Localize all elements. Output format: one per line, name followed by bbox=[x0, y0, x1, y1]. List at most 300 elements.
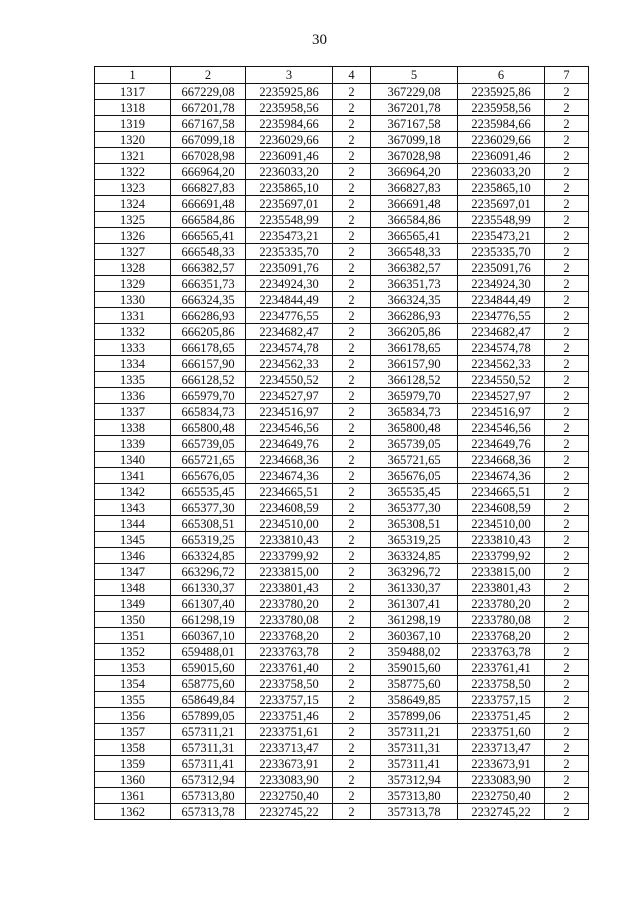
table-cell: 2 bbox=[333, 452, 371, 468]
table-cell: 2 bbox=[545, 164, 589, 180]
table-cell: 666128,52 bbox=[171, 372, 246, 388]
table-cell: 2 bbox=[545, 484, 589, 500]
table-cell: 2233751,45 bbox=[458, 708, 545, 724]
table-cell: 2 bbox=[545, 148, 589, 164]
table-cell: 2 bbox=[545, 740, 589, 756]
table-row bbox=[95, 260, 589, 276]
table-cell: 666324,35 bbox=[171, 292, 246, 308]
table-cell: 667201,78 bbox=[171, 100, 246, 116]
table-cell: 1342 bbox=[95, 484, 171, 500]
table-cell: 2234608,59 bbox=[246, 500, 333, 516]
table-cell: 2 bbox=[545, 532, 589, 548]
table-cell: 2233763,78 bbox=[246, 644, 333, 660]
table-cell: 1353 bbox=[95, 660, 171, 676]
column-header: 3 bbox=[246, 67, 333, 84]
table-cell: 1360 bbox=[95, 772, 171, 788]
table-cell: 2 bbox=[333, 228, 371, 244]
table-cell: 357311,41 bbox=[371, 756, 458, 772]
table-cell: 2 bbox=[333, 804, 371, 820]
table-cell: 2233751,61 bbox=[246, 724, 333, 740]
table-cell: 1346 bbox=[95, 548, 171, 564]
table-row bbox=[95, 164, 589, 180]
table-cell: 1322 bbox=[95, 164, 171, 180]
table-cell: 2 bbox=[545, 372, 589, 388]
table-cell: 1356 bbox=[95, 708, 171, 724]
table-cell: 2 bbox=[545, 340, 589, 356]
table-cell: 2 bbox=[333, 212, 371, 228]
table-cell: 2 bbox=[333, 676, 371, 692]
table-cell: 365535,45 bbox=[371, 484, 458, 500]
table-cell: 1359 bbox=[95, 756, 171, 772]
table-cell: 1320 bbox=[95, 132, 171, 148]
table-cell: 2235925,86 bbox=[246, 84, 333, 100]
table-cell: 667167,58 bbox=[171, 116, 246, 132]
table-cell: 1325 bbox=[95, 212, 171, 228]
table-cell: 2 bbox=[333, 596, 371, 612]
table-cell: 658649,84 bbox=[171, 692, 246, 708]
table-row bbox=[95, 532, 589, 548]
table-cell: 2233758,50 bbox=[246, 676, 333, 692]
table-cell: 366324,35 bbox=[371, 292, 458, 308]
table-cell: 660367,10 bbox=[171, 628, 246, 644]
table-cell: 2 bbox=[333, 340, 371, 356]
table-cell: 657312,94 bbox=[171, 772, 246, 788]
table-cell: 366827,83 bbox=[371, 180, 458, 196]
table-cell: 2 bbox=[333, 196, 371, 212]
table-cell: 2 bbox=[333, 516, 371, 532]
table-cell: 366205,86 bbox=[371, 324, 458, 340]
table-cell: 2 bbox=[333, 548, 371, 564]
table-cell: 2 bbox=[545, 436, 589, 452]
table-cell: 2233810,43 bbox=[246, 532, 333, 548]
table-cell: 366565,41 bbox=[371, 228, 458, 244]
table-cell: 2 bbox=[545, 708, 589, 724]
table-cell: 365721,65 bbox=[371, 452, 458, 468]
table-cell: 1351 bbox=[95, 628, 171, 644]
table-cell: 2234562,33 bbox=[458, 356, 545, 372]
table-cell: 2235697,01 bbox=[246, 196, 333, 212]
table-cell: 2235473,21 bbox=[458, 228, 545, 244]
table-cell: 2233761,41 bbox=[458, 660, 545, 676]
table-cell: 2235335,70 bbox=[458, 244, 545, 260]
table-cell: 361330,37 bbox=[371, 580, 458, 596]
table-cell: 2233768,20 bbox=[246, 628, 333, 644]
table-cell: 1362 bbox=[95, 804, 171, 820]
table-cell: 663296,72 bbox=[171, 564, 246, 580]
table-cell: 2 bbox=[545, 244, 589, 260]
table-cell: 665535,45 bbox=[171, 484, 246, 500]
table-row bbox=[95, 372, 589, 388]
table-cell: 2234682,47 bbox=[458, 324, 545, 340]
table-cell: 1329 bbox=[95, 276, 171, 292]
table-row bbox=[95, 148, 589, 164]
table-cell: 2 bbox=[545, 516, 589, 532]
table-cell: 2234924,30 bbox=[458, 276, 545, 292]
table-row bbox=[95, 724, 589, 740]
table-cell: 1328 bbox=[95, 260, 171, 276]
table-cell: 2 bbox=[545, 756, 589, 772]
table-cell: 357311,21 bbox=[371, 724, 458, 740]
table-cell: 2236029,66 bbox=[246, 132, 333, 148]
table-cell: 365800,48 bbox=[371, 420, 458, 436]
table-cell: 1339 bbox=[95, 436, 171, 452]
table-cell: 2 bbox=[545, 84, 589, 100]
table-cell: 1341 bbox=[95, 468, 171, 484]
table-cell: 2233713,47 bbox=[246, 740, 333, 756]
column-header: 4 bbox=[333, 67, 371, 84]
table-cell: 657899,05 bbox=[171, 708, 246, 724]
table-row bbox=[95, 180, 589, 196]
table-cell: 2 bbox=[333, 116, 371, 132]
table-cell: 2232750,40 bbox=[246, 788, 333, 804]
table-cell: 2 bbox=[333, 772, 371, 788]
table-cell: 666178,65 bbox=[171, 340, 246, 356]
table-cell: 1335 bbox=[95, 372, 171, 388]
table-cell: 2234665,51 bbox=[246, 484, 333, 500]
table-cell: 2233768,20 bbox=[458, 628, 545, 644]
table-cell: 658775,60 bbox=[171, 676, 246, 692]
table-row bbox=[95, 804, 589, 820]
table-cell: 2235865,10 bbox=[246, 180, 333, 196]
table-cell: 2234776,55 bbox=[246, 308, 333, 324]
table-row bbox=[95, 100, 589, 116]
table-cell: 665979,70 bbox=[171, 388, 246, 404]
table-cell: 2233673,91 bbox=[458, 756, 545, 772]
table-row bbox=[95, 788, 589, 804]
table-cell: 2 bbox=[333, 308, 371, 324]
coordinates-table bbox=[94, 66, 589, 820]
table-cell: 1348 bbox=[95, 580, 171, 596]
table-row bbox=[95, 228, 589, 244]
table-cell: 2235473,21 bbox=[246, 228, 333, 244]
table-row bbox=[95, 324, 589, 340]
table-cell: 365319,25 bbox=[371, 532, 458, 548]
table-cell: 367201,78 bbox=[371, 100, 458, 116]
table-cell: 2 bbox=[333, 436, 371, 452]
table-cell: 2235958,56 bbox=[246, 100, 333, 116]
table-cell: 2235091,76 bbox=[246, 260, 333, 276]
table-cell: 2 bbox=[545, 788, 589, 804]
table-row bbox=[95, 772, 589, 788]
table-cell: 2234844,49 bbox=[246, 292, 333, 308]
table-row bbox=[95, 708, 589, 724]
table-row bbox=[95, 676, 589, 692]
table-row bbox=[95, 644, 589, 660]
table-cell: 2 bbox=[333, 132, 371, 148]
table-row bbox=[95, 292, 589, 308]
table-body bbox=[95, 84, 589, 820]
table-cell: 2233801,43 bbox=[246, 580, 333, 596]
table-row bbox=[95, 436, 589, 452]
table-cell: 2235958,56 bbox=[458, 100, 545, 116]
table-cell: 666286,93 bbox=[171, 308, 246, 324]
table-cell: 2233083,90 bbox=[246, 772, 333, 788]
table-cell: 2234527,97 bbox=[458, 388, 545, 404]
table-cell: 2 bbox=[333, 164, 371, 180]
table-cell: 666691,48 bbox=[171, 196, 246, 212]
table-row bbox=[95, 756, 589, 772]
table-cell: 2233713,47 bbox=[458, 740, 545, 756]
table-cell: 2 bbox=[545, 580, 589, 596]
table-cell: 2 bbox=[333, 324, 371, 340]
table-cell: 2234776,55 bbox=[458, 308, 545, 324]
table-cell: 2234516,97 bbox=[246, 404, 333, 420]
table-cell: 357311,31 bbox=[371, 740, 458, 756]
table-row bbox=[95, 516, 589, 532]
table-cell: 2 bbox=[333, 276, 371, 292]
table-cell: 661330,37 bbox=[171, 580, 246, 596]
table-cell: 2234924,30 bbox=[246, 276, 333, 292]
table-cell: 665308,51 bbox=[171, 516, 246, 532]
table-cell: 1352 bbox=[95, 644, 171, 660]
table-row bbox=[95, 468, 589, 484]
table-cell: 2 bbox=[333, 356, 371, 372]
table-row bbox=[95, 276, 589, 292]
table-cell: 666584,86 bbox=[171, 212, 246, 228]
table-cell: 2 bbox=[333, 100, 371, 116]
table-cell: 2 bbox=[545, 180, 589, 196]
table-cell: 1350 bbox=[95, 612, 171, 628]
table-row bbox=[95, 356, 589, 372]
table-cell: 2232745,22 bbox=[458, 804, 545, 820]
table-cell: 666351,73 bbox=[171, 276, 246, 292]
table-cell: 665721,65 bbox=[171, 452, 246, 468]
table-row bbox=[95, 580, 589, 596]
table-cell: 667229,08 bbox=[171, 84, 246, 100]
table-cell: 357313,80 bbox=[371, 788, 458, 804]
table-cell: 2 bbox=[545, 292, 589, 308]
table-cell: 2 bbox=[333, 692, 371, 708]
table-cell: 2 bbox=[545, 260, 589, 276]
table-cell: 666548,33 bbox=[171, 244, 246, 260]
table-cell: 2234546,56 bbox=[458, 420, 545, 436]
table-cell: 2 bbox=[545, 724, 589, 740]
table-cell: 2232750,40 bbox=[458, 788, 545, 804]
table-cell: 1323 bbox=[95, 180, 171, 196]
table-cell: 2 bbox=[545, 132, 589, 148]
table-cell: 2 bbox=[333, 788, 371, 804]
table-cell: 2234510,00 bbox=[458, 516, 545, 532]
table-cell: 2235925,86 bbox=[458, 84, 545, 100]
table-cell: 1338 bbox=[95, 420, 171, 436]
table-cell: 2233761,40 bbox=[246, 660, 333, 676]
table-cell: 2 bbox=[545, 548, 589, 564]
table-cell: 2235984,66 bbox=[246, 116, 333, 132]
table-cell: 2 bbox=[545, 116, 589, 132]
table-cell: 2 bbox=[333, 532, 371, 548]
table-cell: 666382,57 bbox=[171, 260, 246, 276]
table-row bbox=[95, 548, 589, 564]
table-cell: 2 bbox=[545, 468, 589, 484]
table-cell: 659488,01 bbox=[171, 644, 246, 660]
table-cell: 1326 bbox=[95, 228, 171, 244]
column-header: 7 bbox=[545, 67, 589, 84]
table-cell: 365377,30 bbox=[371, 500, 458, 516]
table-cell: 666157,90 bbox=[171, 356, 246, 372]
table-cell: 2 bbox=[545, 420, 589, 436]
table-cell: 2234550,52 bbox=[458, 372, 545, 388]
table-cell: 2 bbox=[545, 612, 589, 628]
table-cell: 665739,05 bbox=[171, 436, 246, 452]
table-cell: 2233758,50 bbox=[458, 676, 545, 692]
table-cell: 2235548,99 bbox=[458, 212, 545, 228]
table-row bbox=[95, 404, 589, 420]
table-row bbox=[95, 84, 589, 100]
table-cell: 2 bbox=[545, 452, 589, 468]
table-cell: 367229,08 bbox=[371, 84, 458, 100]
table-cell: 2 bbox=[333, 180, 371, 196]
table-cell: 2 bbox=[333, 468, 371, 484]
table-cell: 2 bbox=[545, 100, 589, 116]
column-header: 1 bbox=[95, 67, 171, 84]
table-cell: 2 bbox=[333, 564, 371, 580]
table-cell: 2 bbox=[545, 804, 589, 820]
table-cell: 666205,86 bbox=[171, 324, 246, 340]
table-row bbox=[95, 132, 589, 148]
table-cell: 2 bbox=[333, 612, 371, 628]
table-cell: 2 bbox=[545, 212, 589, 228]
table-cell: 1317 bbox=[95, 84, 171, 100]
table-row bbox=[95, 388, 589, 404]
table-cell: 2 bbox=[545, 596, 589, 612]
table-cell: 1334 bbox=[95, 356, 171, 372]
table-cell: 358649,85 bbox=[371, 692, 458, 708]
table-row bbox=[95, 740, 589, 756]
table-cell: 361298,19 bbox=[371, 612, 458, 628]
table-cell: 2232745,22 bbox=[246, 804, 333, 820]
table-cell: 2235865,10 bbox=[458, 180, 545, 196]
table-cell: 367028,98 bbox=[371, 148, 458, 164]
page-number: 30 bbox=[312, 32, 327, 48]
table-cell: 357313,78 bbox=[371, 804, 458, 820]
table-row bbox=[95, 420, 589, 436]
table-cell: 2 bbox=[545, 628, 589, 644]
table-cell: 665834,73 bbox=[171, 404, 246, 420]
header-row bbox=[95, 67, 589, 84]
table-cell: 657311,31 bbox=[171, 740, 246, 756]
table-cell: 2 bbox=[545, 644, 589, 660]
table-cell: 2 bbox=[333, 644, 371, 660]
table-cell: 2 bbox=[545, 772, 589, 788]
table-row bbox=[95, 564, 589, 580]
table-cell: 366548,33 bbox=[371, 244, 458, 260]
column-header: 6 bbox=[458, 67, 545, 84]
table-cell: 2233780,20 bbox=[458, 596, 545, 612]
table-cell: 2234562,33 bbox=[246, 356, 333, 372]
table-cell: 665377,30 bbox=[171, 500, 246, 516]
table-cell: 1337 bbox=[95, 404, 171, 420]
table-cell: 2 bbox=[545, 356, 589, 372]
table-cell: 2235335,70 bbox=[246, 244, 333, 260]
table-row bbox=[95, 308, 589, 324]
table-cell: 366128,52 bbox=[371, 372, 458, 388]
table-cell: 2234668,36 bbox=[458, 452, 545, 468]
table-cell: 1357 bbox=[95, 724, 171, 740]
table-cell: 365308,51 bbox=[371, 516, 458, 532]
table-cell: 2 bbox=[333, 404, 371, 420]
table-cell: 2 bbox=[545, 404, 589, 420]
table-cell: 661307,40 bbox=[171, 596, 246, 612]
table-cell: 2233780,20 bbox=[246, 596, 333, 612]
table-cell: 2234516,97 bbox=[458, 404, 545, 420]
table-cell: 2 bbox=[333, 660, 371, 676]
table-cell: 2233801,43 bbox=[458, 580, 545, 596]
table-cell: 2235548,99 bbox=[246, 212, 333, 228]
table-cell: 666964,20 bbox=[171, 164, 246, 180]
table-cell: 365676,05 bbox=[371, 468, 458, 484]
table-cell: 2233815,00 bbox=[246, 564, 333, 580]
table-cell: 2 bbox=[545, 564, 589, 580]
table-cell: 367099,18 bbox=[371, 132, 458, 148]
table-cell: 665676,05 bbox=[171, 468, 246, 484]
table-cell: 358775,60 bbox=[371, 676, 458, 692]
table-cell: 666565,41 bbox=[171, 228, 246, 244]
table-cell: 363296,72 bbox=[371, 564, 458, 580]
table-cell: 666827,83 bbox=[171, 180, 246, 196]
table-cell: 365979,70 bbox=[371, 388, 458, 404]
table-cell: 2 bbox=[333, 244, 371, 260]
table-cell: 2234574,78 bbox=[246, 340, 333, 356]
table-cell: 2 bbox=[545, 660, 589, 676]
table-cell: 366691,48 bbox=[371, 196, 458, 212]
table-cell: 2 bbox=[333, 372, 371, 388]
table-cell: 2236033,20 bbox=[458, 164, 545, 180]
table-cell: 366157,90 bbox=[371, 356, 458, 372]
table-cell: 2234682,47 bbox=[246, 324, 333, 340]
table-row bbox=[95, 212, 589, 228]
table-row bbox=[95, 452, 589, 468]
table-cell: 667028,98 bbox=[171, 148, 246, 164]
table-cell: 657311,21 bbox=[171, 724, 246, 740]
table-cell: 2236029,66 bbox=[458, 132, 545, 148]
table-cell: 2233799,92 bbox=[246, 548, 333, 564]
table-cell: 2233757,15 bbox=[458, 692, 545, 708]
table-cell: 2233799,92 bbox=[458, 548, 545, 564]
table-cell: 2 bbox=[545, 308, 589, 324]
table-cell: 367167,58 bbox=[371, 116, 458, 132]
table-row bbox=[95, 500, 589, 516]
table-cell: 1354 bbox=[95, 676, 171, 692]
table-row bbox=[95, 244, 589, 260]
table-cell: 2234649,76 bbox=[246, 436, 333, 452]
table-cell: 2 bbox=[333, 580, 371, 596]
table-cell: 366964,20 bbox=[371, 164, 458, 180]
table-cell: 667099,18 bbox=[171, 132, 246, 148]
table-row bbox=[95, 484, 589, 500]
table-cell: 365834,73 bbox=[371, 404, 458, 420]
table-cell: 2 bbox=[333, 740, 371, 756]
table-cell: 361307,41 bbox=[371, 596, 458, 612]
table-cell: 1332 bbox=[95, 324, 171, 340]
table-cell: 357312,94 bbox=[371, 772, 458, 788]
table-cell: 365739,05 bbox=[371, 436, 458, 452]
table-row bbox=[95, 196, 589, 212]
table-cell: 2233763,78 bbox=[458, 644, 545, 660]
table-cell: 2 bbox=[545, 324, 589, 340]
table-cell: 2234527,97 bbox=[246, 388, 333, 404]
table-cell: 657311,41 bbox=[171, 756, 246, 772]
table-cell: 1355 bbox=[95, 692, 171, 708]
table-cell: 366351,73 bbox=[371, 276, 458, 292]
table-cell: 2233780,08 bbox=[458, 612, 545, 628]
table-cell: 2 bbox=[333, 420, 371, 436]
table-cell: 2234844,49 bbox=[458, 292, 545, 308]
table-cell: 1336 bbox=[95, 388, 171, 404]
table-cell: 2233815,00 bbox=[458, 564, 545, 580]
table-row bbox=[95, 692, 589, 708]
table-cell: 657313,80 bbox=[171, 788, 246, 804]
table-cell: 357899,06 bbox=[371, 708, 458, 724]
